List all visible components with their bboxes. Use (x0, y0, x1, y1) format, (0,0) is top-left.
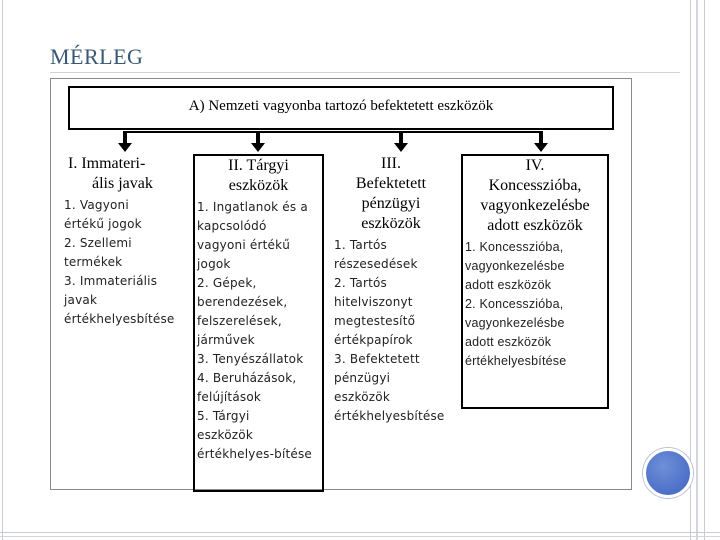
slide-frame-right (688, 0, 720, 540)
column-concession-assets (461, 154, 609, 409)
column-items (64, 196, 178, 329)
list-item: eszközök (334, 390, 390, 404)
list-item: 3. Befektetett (334, 352, 420, 366)
list-item: javak (64, 293, 98, 307)
column-title-line: Koncesszióba, (488, 177, 582, 194)
list-item: felújítások (197, 390, 262, 404)
column-title (197, 156, 320, 196)
column-title-line: II. Tárgyi (228, 157, 289, 174)
list-item: kapcsolódó (197, 219, 267, 233)
list-item: adott eszközök (465, 335, 552, 349)
column-title-line: adott eszközök (487, 217, 583, 234)
list-item: adott eszközök (465, 278, 552, 292)
list-item: értékhelyesbítése (334, 409, 445, 423)
decorative-circle-icon (643, 448, 693, 498)
column-title (64, 154, 178, 194)
column-intangible-assets (62, 154, 180, 354)
list-item: berendezések, (197, 295, 288, 309)
list-item: értékhelyesbítése (465, 354, 567, 368)
column-title-line: eszközök (228, 177, 289, 194)
list-item: járművek (197, 333, 255, 347)
column-items (197, 198, 320, 464)
column-title-line: Befektetett (355, 175, 427, 192)
list-item: megtestesítő (334, 314, 416, 328)
column-title-line: III. (381, 155, 401, 172)
column-title-line: eszközök (361, 215, 421, 232)
list-item: jogok (197, 257, 231, 271)
list-item: részesedések (334, 257, 418, 271)
list-item: 4. Beruházások, (197, 371, 297, 385)
list-item: 3. Immateriális (64, 274, 158, 288)
list-item: hitelviszonyt (334, 295, 413, 309)
list-item: termékek (64, 255, 123, 269)
column-title (334, 154, 448, 234)
slide-frame-left (0, 0, 8, 540)
column-title-line: I. Immateri- (68, 155, 146, 172)
top-category-box: A) Nemzeti vagyonba tartozó befektetett eszközök (68, 86, 614, 130)
column-financial-assets (332, 154, 450, 444)
list-item: 1. Koncesszióba, (465, 240, 564, 254)
list-item: értékű jogok (64, 217, 142, 231)
list-item: vagyoni értékű (197, 238, 291, 252)
column-title-line: ális javak (92, 175, 153, 192)
column-title (465, 156, 605, 236)
list-item: 3. Tenyészállatok (197, 352, 304, 366)
list-item: 1. Tartós (334, 238, 387, 252)
connector-line (125, 131, 543, 133)
list-item: 2. Koncesszióba, (465, 297, 564, 311)
list-item: 5. Tárgyi (197, 409, 250, 423)
column-tangible-assets (193, 154, 324, 492)
title-divider (50, 72, 680, 73)
column-title-line: pénzügyi (361, 195, 421, 212)
list-item: 2. Szellemi (64, 236, 132, 250)
list-item: 2. Tartós (334, 276, 387, 290)
list-item: vagyonkezelésbe (465, 316, 565, 330)
list-item: felszerelések, (197, 314, 282, 328)
list-item: 2. Gépek, (197, 276, 257, 290)
list-item: értékhelyesbítése (64, 312, 175, 326)
column-title-line: IV. (525, 157, 545, 174)
list-item: értékhelyes-bítése (197, 447, 313, 461)
list-item: 1. Ingatlanok és a (197, 200, 308, 214)
column-items (334, 236, 448, 426)
list-item: eszközök (197, 428, 253, 442)
list-item: vagyonkezelésbe (465, 259, 565, 273)
slide-frame-bottom (0, 530, 720, 540)
column-title-line: vagyonkezelésbe (480, 197, 590, 214)
column-items (465, 238, 605, 371)
list-item: értékpapírok (334, 333, 413, 347)
list-item: 1. Vagyoni (64, 198, 129, 212)
list-item: pénzügyi (334, 371, 391, 385)
slide-title: MÉRLEG (50, 44, 144, 69)
